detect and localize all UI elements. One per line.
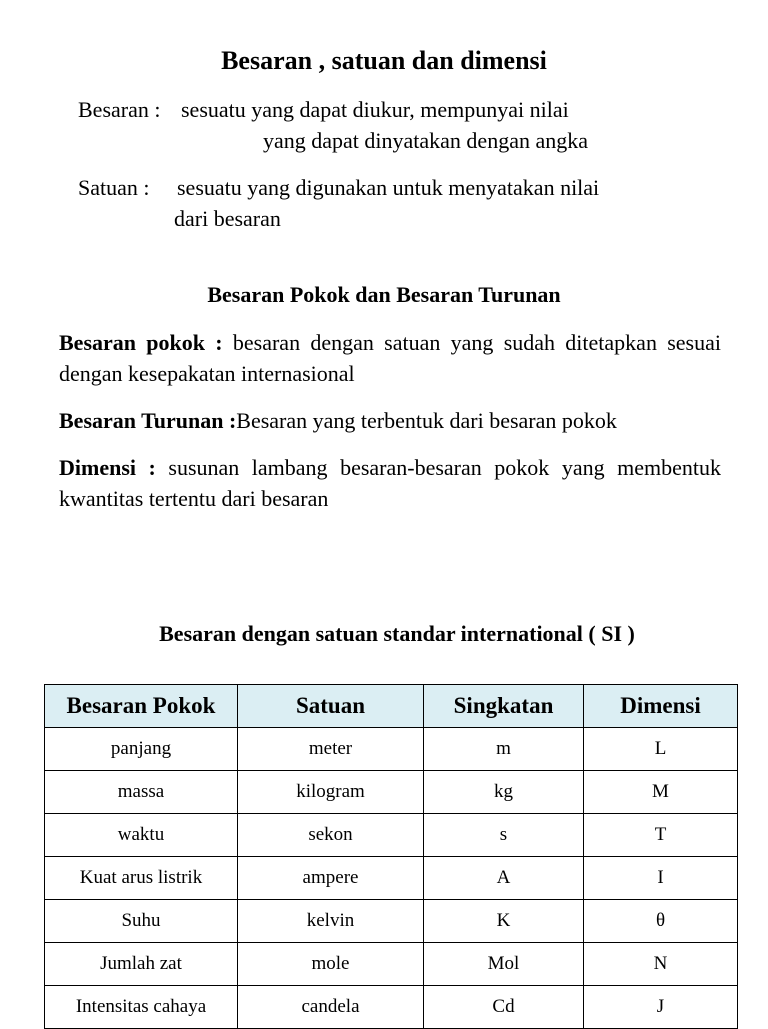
- paragraph-label: Besaran pokok :: [59, 330, 223, 355]
- cell-dimensi: M: [584, 771, 738, 814]
- column-header-besaran-pokok: Besaran Pokok: [45, 685, 238, 728]
- cell-satuan: kilogram: [238, 771, 424, 814]
- paragraph-text: susunan lambang besaran-besaran pokok yang membentuk kwantitas tertentu dari besaran: [59, 455, 721, 511]
- cell-dimensi: θ: [584, 900, 738, 943]
- cell-besaran: Suhu: [45, 900, 238, 943]
- cell-satuan: kelvin: [238, 900, 424, 943]
- cell-besaran: Jumlah zat: [45, 943, 238, 986]
- cell-besaran: panjang: [45, 728, 238, 771]
- paragraph-dimensi: [59, 452, 721, 514]
- definition-satuan-line1: sesuatu yang digunakan untuk menyatakan nilai: [177, 175, 600, 200]
- cell-singkatan: Mol: [424, 943, 584, 986]
- column-header-singkatan: Singkatan: [424, 685, 584, 728]
- cell-singkatan: kg: [424, 771, 584, 814]
- cell-singkatan: K: [424, 900, 584, 943]
- page-title: Besaran , satuan dan dimensi: [221, 46, 547, 75]
- table-header-row: [45, 685, 738, 728]
- paragraph-text: besaran dengan satuan yang sudah ditetapkan sesuai dengan kesepakatan internasional: [59, 330, 721, 386]
- cell-dimensi: L: [584, 728, 738, 771]
- cell-satuan: sekon: [238, 814, 424, 857]
- si-units-table: [44, 684, 738, 1029]
- table-row: [45, 986, 738, 1029]
- table-row: [45, 771, 738, 814]
- definition-satuan-line2: dari besaran: [174, 206, 281, 231]
- cell-besaran: waktu: [45, 814, 238, 857]
- paragraph-besaran-pokok: [59, 327, 721, 389]
- table-title: Besaran dengan satuan standar international ( SI ): [159, 621, 635, 646]
- cell-dimensi: I: [584, 857, 738, 900]
- cell-singkatan: Cd: [424, 986, 584, 1029]
- paragraph-label: Dimensi :: [59, 455, 156, 480]
- cell-singkatan: m: [424, 728, 584, 771]
- definition-besaran-line1: sesuatu yang dapat diukur, mempunyai nilai: [181, 97, 569, 122]
- cell-singkatan: A: [424, 857, 584, 900]
- table-row: [45, 900, 738, 943]
- cell-besaran: Kuat arus listrik: [45, 857, 238, 900]
- paragraph-label: Besaran Turunan :: [59, 408, 237, 433]
- cell-besaran: massa: [45, 771, 238, 814]
- table-row: [45, 857, 738, 900]
- table-row: [45, 814, 738, 857]
- column-header-dimensi: Dimensi: [584, 685, 738, 728]
- cell-satuan: meter: [238, 728, 424, 771]
- cell-dimensi: J: [584, 986, 738, 1029]
- cell-satuan: candela: [238, 986, 424, 1029]
- paragraph-besaran-turunan: [59, 405, 721, 436]
- cell-singkatan: s: [424, 814, 584, 857]
- paragraph-text: Besaran yang terbentuk dari besaran pokok: [236, 408, 617, 433]
- definition-term-besaran: Besaran :: [78, 97, 161, 122]
- table-row: [45, 728, 738, 771]
- definition-besaran-line2: yang dapat dinyatakan dengan angka: [263, 128, 588, 153]
- definition-term-satuan: Satuan :: [78, 175, 150, 200]
- section-title: Besaran Pokok dan Besaran Turunan: [207, 282, 561, 307]
- cell-dimensi: T: [584, 814, 738, 857]
- cell-dimensi: N: [584, 943, 738, 986]
- cell-satuan: ampere: [238, 857, 424, 900]
- cell-satuan: mole: [238, 943, 424, 986]
- table-row: [45, 943, 738, 986]
- column-header-satuan: Satuan: [238, 685, 424, 728]
- cell-besaran: Intensitas cahaya: [45, 986, 238, 1029]
